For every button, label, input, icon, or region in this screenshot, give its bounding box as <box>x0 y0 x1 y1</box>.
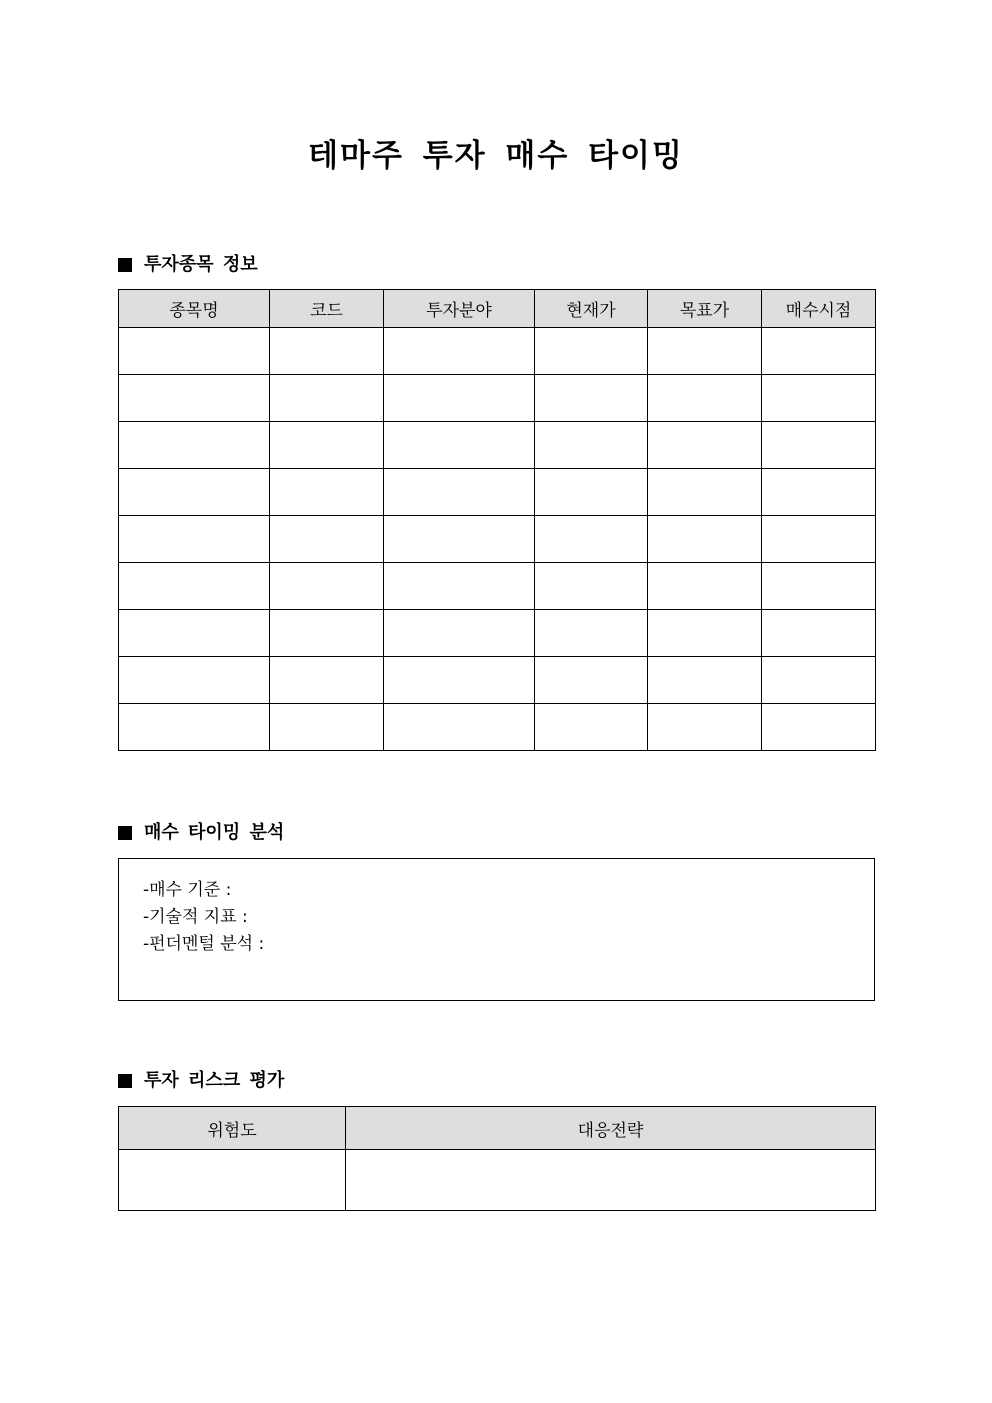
table-cell[interactable] <box>762 563 876 610</box>
section-heading-label: 매수 타이밍 분석 <box>144 822 285 843</box>
table-cell[interactable] <box>762 657 876 704</box>
table-cell[interactable] <box>762 422 876 469</box>
table-cell[interactable] <box>384 375 535 422</box>
table-cell[interactable] <box>535 704 648 751</box>
table-cell[interactable] <box>384 704 535 751</box>
table-cell[interactable] <box>270 657 384 704</box>
table-row <box>119 657 876 704</box>
table-cell[interactable] <box>648 469 762 516</box>
table-cell[interactable] <box>346 1150 876 1211</box>
table-cell[interactable] <box>270 563 384 610</box>
black-square-icon <box>118 826 132 840</box>
table-cell[interactable] <box>535 516 648 563</box>
table-cell[interactable] <box>270 422 384 469</box>
table-row <box>119 328 876 375</box>
column-header-code: 코드 <box>270 290 384 328</box>
column-header-risk-level: 위험도 <box>119 1107 346 1150</box>
table-cell[interactable] <box>119 422 270 469</box>
table-cell[interactable] <box>384 422 535 469</box>
table-header-row <box>119 1107 876 1150</box>
table-cell[interactable] <box>535 610 648 657</box>
section-heading-stock-info <box>118 253 258 277</box>
table-row <box>119 516 876 563</box>
table-row <box>119 563 876 610</box>
column-header-current-price: 현재가 <box>535 290 648 328</box>
column-header-stock-name: 종목명 <box>119 290 270 328</box>
section-heading-label: 투자종목 정보 <box>144 254 258 275</box>
table-cell[interactable] <box>119 516 270 563</box>
table-cell[interactable] <box>384 563 535 610</box>
table-cell[interactable] <box>270 516 384 563</box>
table-cell[interactable] <box>762 704 876 751</box>
table-cell[interactable] <box>762 610 876 657</box>
table-cell[interactable] <box>119 375 270 422</box>
analysis-line-technical-indicators: -기술적 지표 : <box>143 907 248 927</box>
section-heading-risk <box>118 1069 284 1093</box>
table-cell[interactable] <box>119 610 270 657</box>
table-cell[interactable] <box>648 610 762 657</box>
table-cell[interactable] <box>535 657 648 704</box>
table-cell[interactable] <box>270 469 384 516</box>
table-cell[interactable] <box>762 469 876 516</box>
table-cell[interactable] <box>270 610 384 657</box>
column-header-buy-point: 매수시점 <box>762 290 876 328</box>
table-cell[interactable] <box>119 704 270 751</box>
table-cell[interactable] <box>648 516 762 563</box>
black-square-icon <box>118 1074 132 1088</box>
table-row <box>119 1150 876 1211</box>
table-cell[interactable] <box>384 610 535 657</box>
table-cell[interactable] <box>270 375 384 422</box>
table-cell[interactable] <box>762 328 876 375</box>
table-row <box>119 610 876 657</box>
table-cell[interactable] <box>762 516 876 563</box>
table-cell[interactable] <box>762 375 876 422</box>
table-cell[interactable] <box>270 328 384 375</box>
table-cell[interactable] <box>384 469 535 516</box>
table-cell[interactable] <box>648 563 762 610</box>
table-cell[interactable] <box>119 563 270 610</box>
table-cell[interactable] <box>384 328 535 375</box>
black-square-icon <box>118 258 132 272</box>
table-cell[interactable] <box>119 469 270 516</box>
table-cell[interactable] <box>648 704 762 751</box>
table-row <box>119 469 876 516</box>
risk-assessment-table <box>118 1106 876 1211</box>
section-heading-timing-analysis <box>118 821 284 845</box>
analysis-line-buy-criteria: -매수 기준 : <box>143 880 232 900</box>
column-header-response-strategy: 대응전략 <box>346 1107 876 1150</box>
table-cell[interactable] <box>119 657 270 704</box>
column-header-target-price: 목표가 <box>648 290 762 328</box>
document-title: 테마주 투자 매수 타이밍 <box>308 138 684 174</box>
table-cell[interactable] <box>535 563 648 610</box>
table-cell[interactable] <box>535 328 648 375</box>
table-cell[interactable] <box>535 422 648 469</box>
table-cell[interactable] <box>648 328 762 375</box>
table-row <box>119 375 876 422</box>
stock-info-table <box>118 289 876 751</box>
table-cell[interactable] <box>535 375 648 422</box>
table-header-row <box>119 290 876 328</box>
column-header-sector: 투자분야 <box>384 290 535 328</box>
table-cell[interactable] <box>119 1150 346 1211</box>
timing-analysis-box[interactable] <box>118 858 875 1001</box>
table-cell[interactable] <box>535 469 648 516</box>
analysis-line-fundamental-analysis: -펀더멘털 분석 : <box>143 934 265 954</box>
table-cell[interactable] <box>648 657 762 704</box>
table-row <box>119 704 876 751</box>
table-cell[interactable] <box>648 422 762 469</box>
table-cell[interactable] <box>119 328 270 375</box>
table-cell[interactable] <box>270 704 384 751</box>
table-cell[interactable] <box>384 657 535 704</box>
table-cell[interactable] <box>384 516 535 563</box>
section-heading-label: 투자 리스크 평가 <box>144 1070 285 1091</box>
table-cell[interactable] <box>648 375 762 422</box>
table-row <box>119 422 876 469</box>
